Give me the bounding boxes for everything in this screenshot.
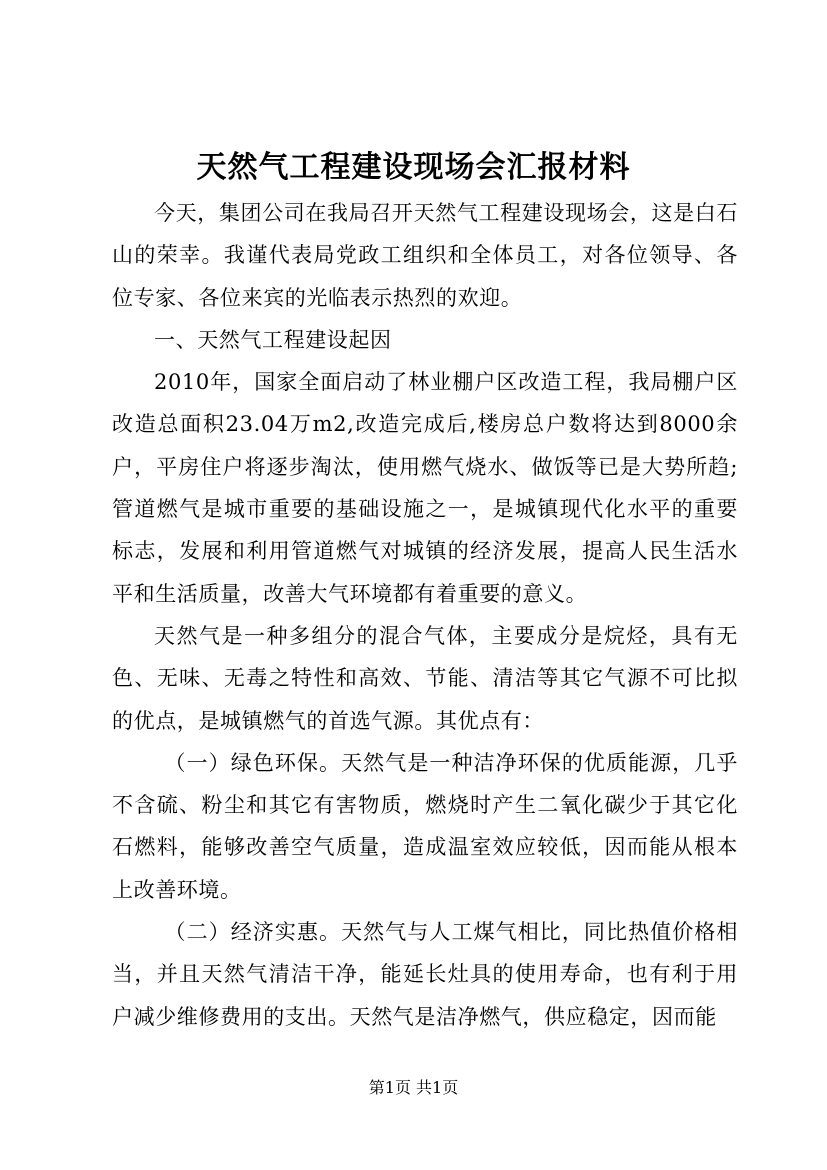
section-heading-1: 一、天然气工程建设起因 — [154, 327, 392, 352]
paragraph-advantage-1: （一）绿色环保。天然气是一种洁净环保的优质能源，几乎不含硫、粉尘和其它有害物质，燃烧时产生二氧化碳少于其它化石燃料，能够改善空气质量，造成温室效应较低，因而能从根本上改善环境。 — [112, 750, 738, 902]
document-title: 天然气工程建设现场会汇报材料 — [196, 150, 631, 185]
page-number-footer: 第1页 共1页 — [368, 1078, 459, 1097]
paragraph-advantage-2: （二）经济实惠。天然气与人工煤气相比，同比热值价格相当，并且天然气清洁干净，能延长灶具的使用寿命，也有利于用户减少维修费用的支出。天然气是洁净燃气，供应稳定，因而能 — [112, 920, 738, 1029]
paragraph-intro: 今天，集团公司在我局召开天然气工程建设现场会，这是白石山的荣幸。我谨代表局党政工组织和全体员工，对各位领导、各位专家、各位来宾的光临表示热烈的欢迎。 — [112, 201, 738, 310]
paragraph-natural-gas: 天然气是一种多组分的混合气体，主要成分是烷烃，具有无色、无味、无毒之特性和高效、节能、清洁等其它气源不可比拟的优点，是城镇燃气的首选气源。其优点有： — [112, 623, 738, 733]
document-body — [112, 192, 738, 1038]
paragraph-background: 2010年，国家全面启动了林业棚户区改造工程，我局棚户区改造总面积23.04万m2,改造完成后,楼房总户数将达到8000余户，平房住户将逐步淘汰，使用燃气烧水、做饭等已是大势所趋;管道燃气是城市重要的基础设施之一，是城镇现代化水平的重要标志，发展和利用管道燃气对城镇的经济发展，提高人民生活水平和生活质量，改善大气环境都有着重要的意义。 — [112, 370, 738, 606]
